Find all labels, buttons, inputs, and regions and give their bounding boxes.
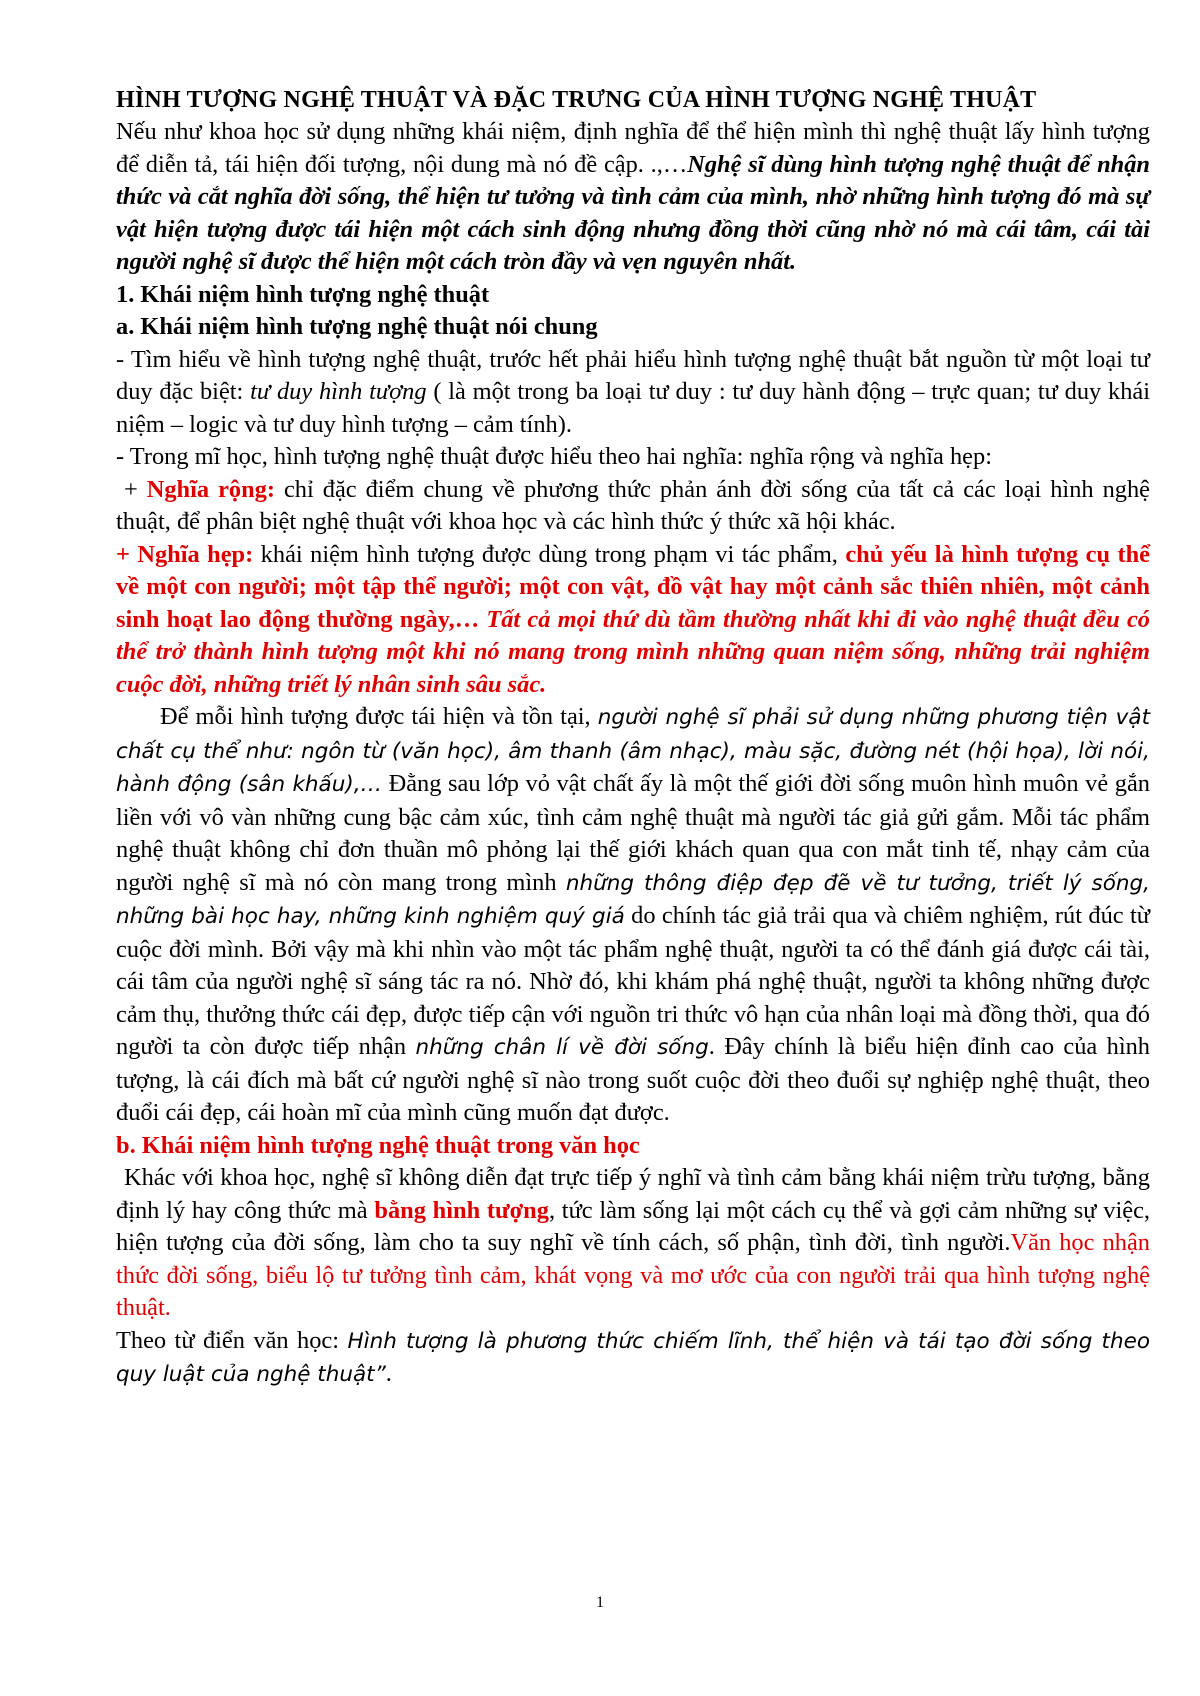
intro-paragraph — [116, 116, 1150, 279]
italic-text: những thông điệp đẹp đẽ về tư tưởng, triết lý sống, những bài học hay, những kinh nghiệm quý giá — [116, 870, 1151, 929]
red-bold-term: bằng hình tượng — [374, 1196, 549, 1224]
term-nghia-rong: Nghĩa rộng: — [146, 475, 275, 503]
italic-text: người nghệ sĩ phải sử dụng những phương tiện vật chất cụ thể như: ngôn từ (văn học), âm thanh (âm nhạc), màu sặc, đường nét (hội họa), lời nói, hành động (sân khấu),… — [116, 705, 1150, 797]
italic-quote: Hình tượng là phương thức chiếm lĩnh, thể hiện và tái tạo đời sống theo quy luật của nghệ thuật” — [116, 1328, 1150, 1387]
subsection-heading-a: a. Khái niệm hình tượng nghệ thuật nói chung — [116, 313, 598, 340]
document-page — [116, 84, 1150, 1392]
paragraph-text: do chính tác giả trải qua và chiêm nghiệm, rút đúc từ cuộc đời mình. Bởi vậy mà khi nhìn vào một tác phẩm nghệ thuật, người ta có thể đánh giá được cái tài, cái tâm của người nghệ sĩ sáng tác ra nó. Nhờ đó, khi khám phá nghệ thuật, người ta không những được cảm thụ, thưởng thức cái đẹp, được tiếp cận với nguồn tri thức vô hạn của nhân loại mà đồng thời, qua đó người ta còn được tiếp nhận — [116, 902, 1150, 1060]
paragraph-tu-dien — [116, 1325, 1150, 1392]
paragraph-text: Khác với khoa học, nghệ sĩ không diễn đạt trực tiếp ý nghĩ và tình cảm bằng khái niệm trừu tượng, bằng định lý hay công thức mà — [116, 1164, 1150, 1224]
term-nghia-hep: + Nghĩa hẹp: — [116, 540, 254, 568]
italic-term: tư duy hình tượng — [250, 378, 427, 405]
paragraph-text: Để mỗi hình tượng được tái hiện và tồn tại, — [160, 703, 598, 730]
bullet-plus: + — [124, 475, 147, 503]
red-text: Văn học nhận thức đời sống, biểu lộ tư tưởng tình cảm, khát vọng và mơ ước của con người trải qua hình tượng nghệ thuật. — [116, 1229, 1150, 1321]
section-heading: 1. Khái niệm hình tượng nghệ thuật — [116, 280, 490, 308]
paragraph-text: Đằng sau lớp vỏ vật chất ấy là một thế giới đời sống muôn hình muôn vẻ gắn liền với vô vàn những cung bậc cảm xúc, tình cảm nghệ thuật mà người tác giả gửi gắm. Mỗi tác phẩm nghệ thuật không chỉ đơn thuần mô phỏng lại thế giới khách quan qua con mắt tinh tế, nhạy cảm của người nghệ sĩ mà nó còn mang trong mình — [116, 770, 1150, 896]
page-number: 1 — [596, 1594, 604, 1611]
paragraph-text: . — [385, 1360, 392, 1387]
paragraph-text: chỉ đặc điểm chung về phương thức phản ánh đời sống của tất cả các loại hình nghệ thuật, để phân biệt nghệ thuật với khoa học và các hình thức ý thức xã hội khác. — [116, 475, 1150, 535]
intro-emphasis: Nghệ sĩ dùng hình tượng nghệ thuật để nhận thức và cắt nghĩa đời sống, thể hiện tư tưởng và tình cảm của mình, nhờ những hình tượng đó mà sự vật hiện tượng được tái hiện một cách sinh động nhưng đồng thời cũng nhờ nó mà cái tâm, cái tài người nghệ sĩ được thể hiện một cách tròn đầy và vẹn nguyên nhất. — [116, 150, 1150, 275]
document-title: HÌNH TƯỢNG NGHỆ THUẬT VÀ ĐẶC TRƯNG CỦA HÌNH TƯỢNG NGHỆ THUẬT — [116, 87, 1037, 113]
paragraph-nghia-hep — [116, 539, 1150, 702]
paragraph-phuong-tien — [116, 701, 1150, 1130]
paragraph-text: Theo từ điển văn học: — [116, 1326, 348, 1354]
paragraph-text: . Đây chính là biểu hiện đỉnh cao của hình tượng, là cái đích mà bất cứ người nghệ sĩ nào trong suốt cuộc đời theo đuổi sự nghiệp nghệ thuật, theo đuổi cái đẹp, cái hoàn mĩ của mình cũng muốn đạt được. — [116, 1033, 1150, 1126]
italic-text: những chân lí về đời sống — [415, 1035, 709, 1060]
red-bold-italic-text: Tất cả mọi thứ dù tầm thường nhất khi đi vào nghệ thuật đều có thể trở thành hình tượng một khi nó mang trong mình những quan niệm sống, những trải nghiệm cuộc đời, những triết lý nhân sinh sâu sắc. — [116, 605, 1150, 698]
paragraph-text: ( là một trong ba loại tư duy : tư duy hành động – trực quan; tư duy khái niệm – logic và tư duy hình tượng – cảm tính). — [116, 378, 1151, 438]
paragraph-nghia-rong — [116, 474, 1150, 539]
paragraph-text: khái niệm hình tượng được dùng trong phạm vi tác phẩm, — [253, 540, 846, 568]
paragraph-tu-duy — [116, 344, 1150, 442]
paragraph-van-hoc — [116, 1162, 1150, 1325]
red-bold-text: chủ yếu là hình tượng cụ thể về một con người; một tập thể người; một con vật, đồ vật hay một cảnh sắc thiên nhiên, một cảnh sinh hoạt lao động thường ngày,… — [116, 540, 1150, 633]
paragraph-mi-hoc: - Trong mĩ học, hình tượng nghệ thuật được hiểu theo hai nghĩa: nghĩa rộng và nghĩa hẹp: — [116, 443, 992, 470]
intro-text: Nếu như khoa học sử dụng những khái niệm, định nghĩa để thể hiện mình thì nghệ thuật lấy hình tượng để diễn tả, tái hiện đối tượng, nội dung mà nó đề cập. .,… — [116, 118, 1150, 178]
paragraph-text: - Tìm hiểu về hình tượng nghệ thuật, trước hết phải hiểu hình tượng nghệ thuật bắt nguồn từ một loại tư duy đặc biệt: — [116, 345, 1150, 405]
subsection-heading-b: b. Khái niệm hình tượng nghệ thuật trong văn học — [116, 1131, 640, 1159]
paragraph-text: , tức làm sống lại một cách cụ thể và gợi cảm những sự việc, hiện tượng của đời sống, làm cho ta suy nghĩ về tính cách, số phận, tình đời, tình người. — [116, 1196, 1150, 1256]
